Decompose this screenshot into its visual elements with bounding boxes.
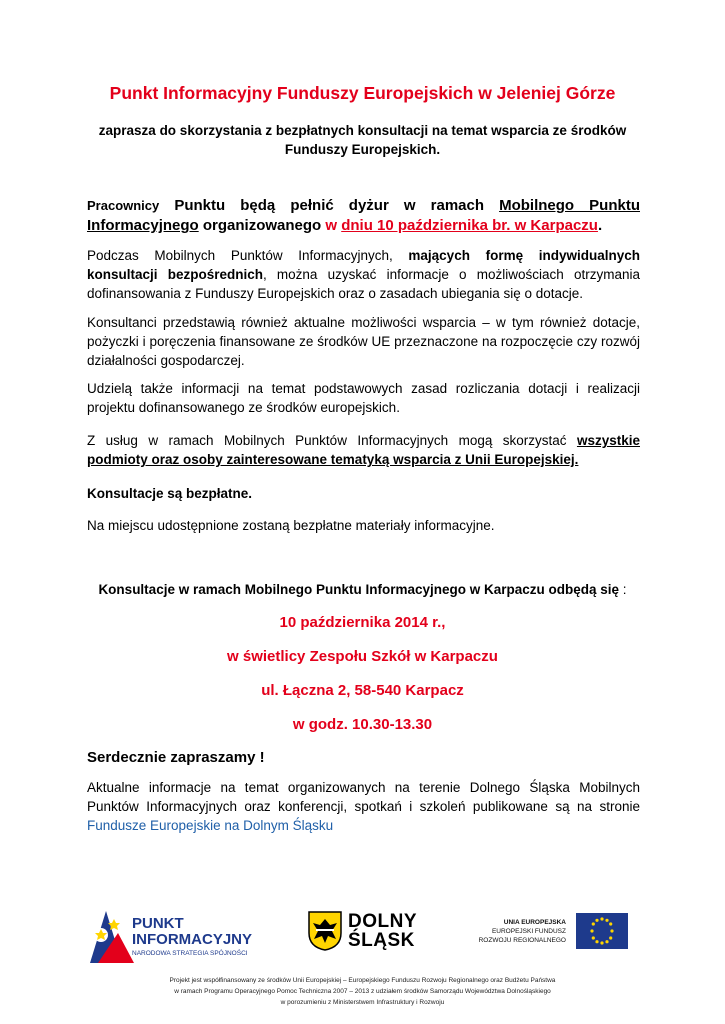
paragraph-eligibility — [87, 431, 640, 469]
free-notice: Konsultacje są bezpłatne. — [87, 486, 253, 501]
greeting: Serdecznie zapraszamy ! — [87, 749, 265, 766]
ds-line1: DOLNY — [348, 911, 417, 932]
eu-flag-icon — [576, 913, 628, 949]
funds-link[interactable]: Fundusze Europejskie na Dolnym Śląsku — [87, 818, 334, 833]
lead-t3: Mobilnego Punktu Informacyjnego — [87, 197, 640, 234]
p1-a: Podczas Mobilnych Punktów Informacyjnych, — [87, 248, 409, 263]
page-title: Punkt Informacyjny Funduszy Europejskich w Jeleniej Górze — [109, 83, 616, 103]
event-hours: w godz. 10.30-13.30 — [292, 716, 433, 733]
ds-line2: ŚLĄSK — [348, 930, 415, 951]
closing-text: Aktualne informacje na temat organizowanych na terenie Dolnego Śląska Mobilnych Punktów Informacyjnych oraz konferencji, spotkań i szkoleń publikowane są na stronie — [87, 780, 640, 814]
materials-notice: Na miejscu udostępnione zostaną bezpłatne materiały informacyjne. — [87, 518, 495, 533]
event-place: w świetlicy Zespołu Szkół w Karpaczu — [227, 648, 498, 665]
paragraph-consultations — [87, 246, 640, 303]
ue-line3: ROZWOJU REGIONALNEGO — [478, 937, 566, 944]
ue-line1: UNIA EUROPEJSKA — [503, 919, 566, 926]
paragraph-settlement: Udzielą także informacji na temat podstawowych zasad rozliczania dotacji i realizacji projektu dofinansowanego ze środków europejskich. — [87, 381, 640, 415]
p4-a: Z usług w ramach Mobilnych Punktów Informacyjnych mogą skorzystać — [87, 433, 577, 448]
lead-t4: organizowanego — [198, 217, 326, 234]
page-subtitle: zaprasza do skorzystania z bezpłatnych konsultacji na temat wsparcia ze środków Funduszy Europejskich. — [98, 123, 627, 157]
footer-note — [0, 975, 725, 1008]
p4-b: wszystkie podmioty oraz osoby zainteresowane tematyką wsparcia z Unii Europejskiej. — [87, 433, 640, 467]
eagle-shield-icon — [308, 911, 342, 951]
event-address: ul. Łączna 2, 58-540 Karpacz — [261, 682, 464, 699]
lead-t7: . — [597, 217, 603, 234]
pi-line1: PUNKT — [132, 915, 184, 932]
p1-c: , można uzyskać informacje o możliwościach otrzymania dofinansowania z Funduszy Europejskich oraz o zasadach ubiegania się o dotacje. — [87, 267, 640, 301]
footer-line2: w ramach Programu Operacyjnego Pomoc Techniczna 2007 – 2013 z udziałem środków Samorządu Województwa Dolnośląskiego — [174, 988, 551, 995]
footer-line3: w porozumieniu z Ministerstwem Infrastruktury i Rozwoju — [280, 999, 445, 1006]
closing-paragraph — [87, 778, 640, 835]
ue-text — [479, 918, 566, 945]
pi-line3: NARODOWA STRATEGIA SPÓJNOŚCI — [132, 950, 248, 957]
announce-bold: Konsultacje w ramach Mobilnego Punktu Informacyjnego w Karpaczu odbędą się — [98, 582, 620, 597]
announcement — [0, 582, 725, 597]
lead-date-highlight: dniu 10 października br. w Karpaczu — [341, 217, 598, 234]
event-date: 10 października 2014 r., — [279, 614, 446, 631]
announce-tail: : — [619, 582, 627, 597]
eu-logo — [478, 910, 628, 952]
footer-line1: Projekt jest współfinansowany ze środków Unii Europejskiej – Europejskiego Funduszu Rozwoju Regionalnego oraz Budżetu Państwa — [169, 977, 556, 984]
lead-t2: Punktu będą pełnić dyżur w ramach — [159, 197, 500, 214]
lead-paragraph — [87, 196, 640, 236]
pi-line2: INFORMACYJNY — [132, 931, 253, 948]
lead-t5: w — [325, 217, 342, 234]
ue-line2: EUROPEJSKI FUNDUSZ — [491, 928, 566, 935]
paragraph-support: Konsultanci przedstawią również aktualne możliwości wsparcia – w tym również dotacje, pożyczki i poręczenia finansowane ze środków UE przeznaczone na rozpoczęcie czy rozwój działalności gospodarczej. — [87, 315, 640, 368]
dolny-slask-logo — [308, 905, 428, 957]
lead-t1: Pracownicy — [87, 198, 160, 213]
p1-b: mających formę indywidualnych konsultacji bezpośrednich — [87, 248, 640, 282]
punkt-informacyjny-logo — [88, 905, 268, 965]
